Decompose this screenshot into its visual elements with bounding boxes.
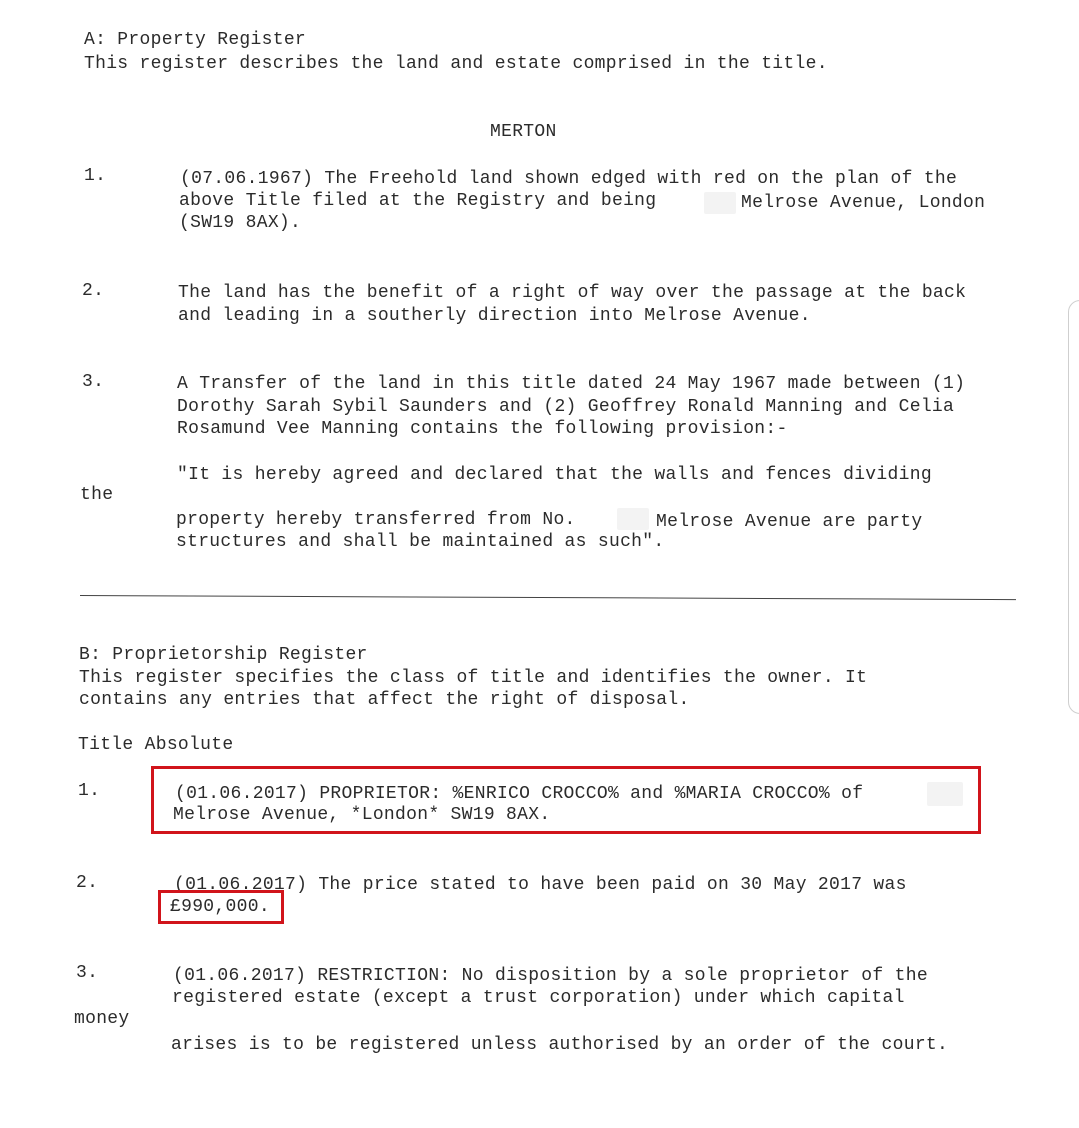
proprietor-line: Melrose Avenue, *London* SW19 8AX.	[173, 805, 551, 825]
entry-text-line: money	[74, 1009, 130, 1029]
entry-text-line: The land has the benefit of a right of way over the passage at the back	[178, 283, 967, 303]
entry-number: 3.	[82, 372, 105, 392]
entry-number: 2.	[76, 873, 99, 893]
entry-number: 1.	[84, 166, 107, 186]
price-highlight-box	[158, 890, 284, 924]
entry-text-line: A Transfer of the land in this title dated 24 May 1967 made between (1)	[177, 374, 966, 394]
entry-text-line: arises is to be registered unless authorised by an order of the court.	[171, 1035, 949, 1055]
entry-text-line: "It is hereby agreed and declared that the walls and fences dividing	[177, 465, 932, 485]
title-class: Title Absolute	[78, 735, 234, 755]
price-line: (01.06.2017) The price stated to have been paid on 30 May 2017 was	[174, 875, 907, 895]
section-b-title: B: Proprietorship Register	[79, 645, 368, 665]
proprietor-highlight-box	[151, 766, 981, 834]
district-heading: MERTON	[490, 122, 557, 142]
entry-text-line: property hereby transferred from No.	[176, 510, 576, 530]
entry-number: 3.	[76, 963, 99, 983]
section-divider	[80, 595, 1016, 600]
entry-text-line: and leading in a southerly direction into Melrose Avenue.	[178, 306, 811, 326]
entry-text-line: Dorothy Sarah Sybil Saunders and (2) Geoffrey Ronald Manning and Celia	[177, 397, 955, 417]
proprietor-line: (01.06.2017) PROPRIETOR: %ENRICO CROCCO% and %MARIA CROCCO% of	[175, 784, 864, 804]
entry-text-line: (SW19 8AX).	[179, 213, 302, 233]
section-b-description: This register specifies the class of title and identifies the owner. It	[79, 668, 868, 688]
entry-text-line: the	[80, 485, 114, 505]
entry-text-line: Rosamund Vee Manning contains the following provision:-	[177, 419, 788, 439]
entry-number: 1.	[78, 781, 101, 801]
redacted-house-number	[617, 508, 649, 530]
scroll-indicator[interactable]	[1068, 300, 1079, 714]
entry-number: 2.	[82, 281, 105, 301]
entry-text-line: Melrose Avenue are party	[656, 512, 923, 532]
section-b-description: contains any entries that affect the right of disposal.	[79, 690, 690, 710]
redacted-house-number	[704, 192, 736, 214]
section-a-title: A: Property Register	[84, 30, 307, 50]
entry-text-line: (07.06.1967) The Freehold land shown edged with red on the plan of the	[180, 169, 958, 189]
price-amount: £990,000.	[170, 897, 270, 917]
entry-text-line: structures and shall be maintained as such".	[176, 532, 665, 552]
section-a-description: This register describes the land and estate comprised in the title.	[84, 54, 828, 74]
entry-text-line: Melrose Avenue, London	[741, 193, 986, 213]
entry-text-line: (01.06.2017) RESTRICTION: No disposition by a sole proprietor of the	[173, 966, 928, 986]
entry-text-line: above Title filed at the Registry and being	[179, 191, 657, 211]
entry-text-line: registered estate (except a trust corporation) under which capital	[172, 988, 905, 1008]
